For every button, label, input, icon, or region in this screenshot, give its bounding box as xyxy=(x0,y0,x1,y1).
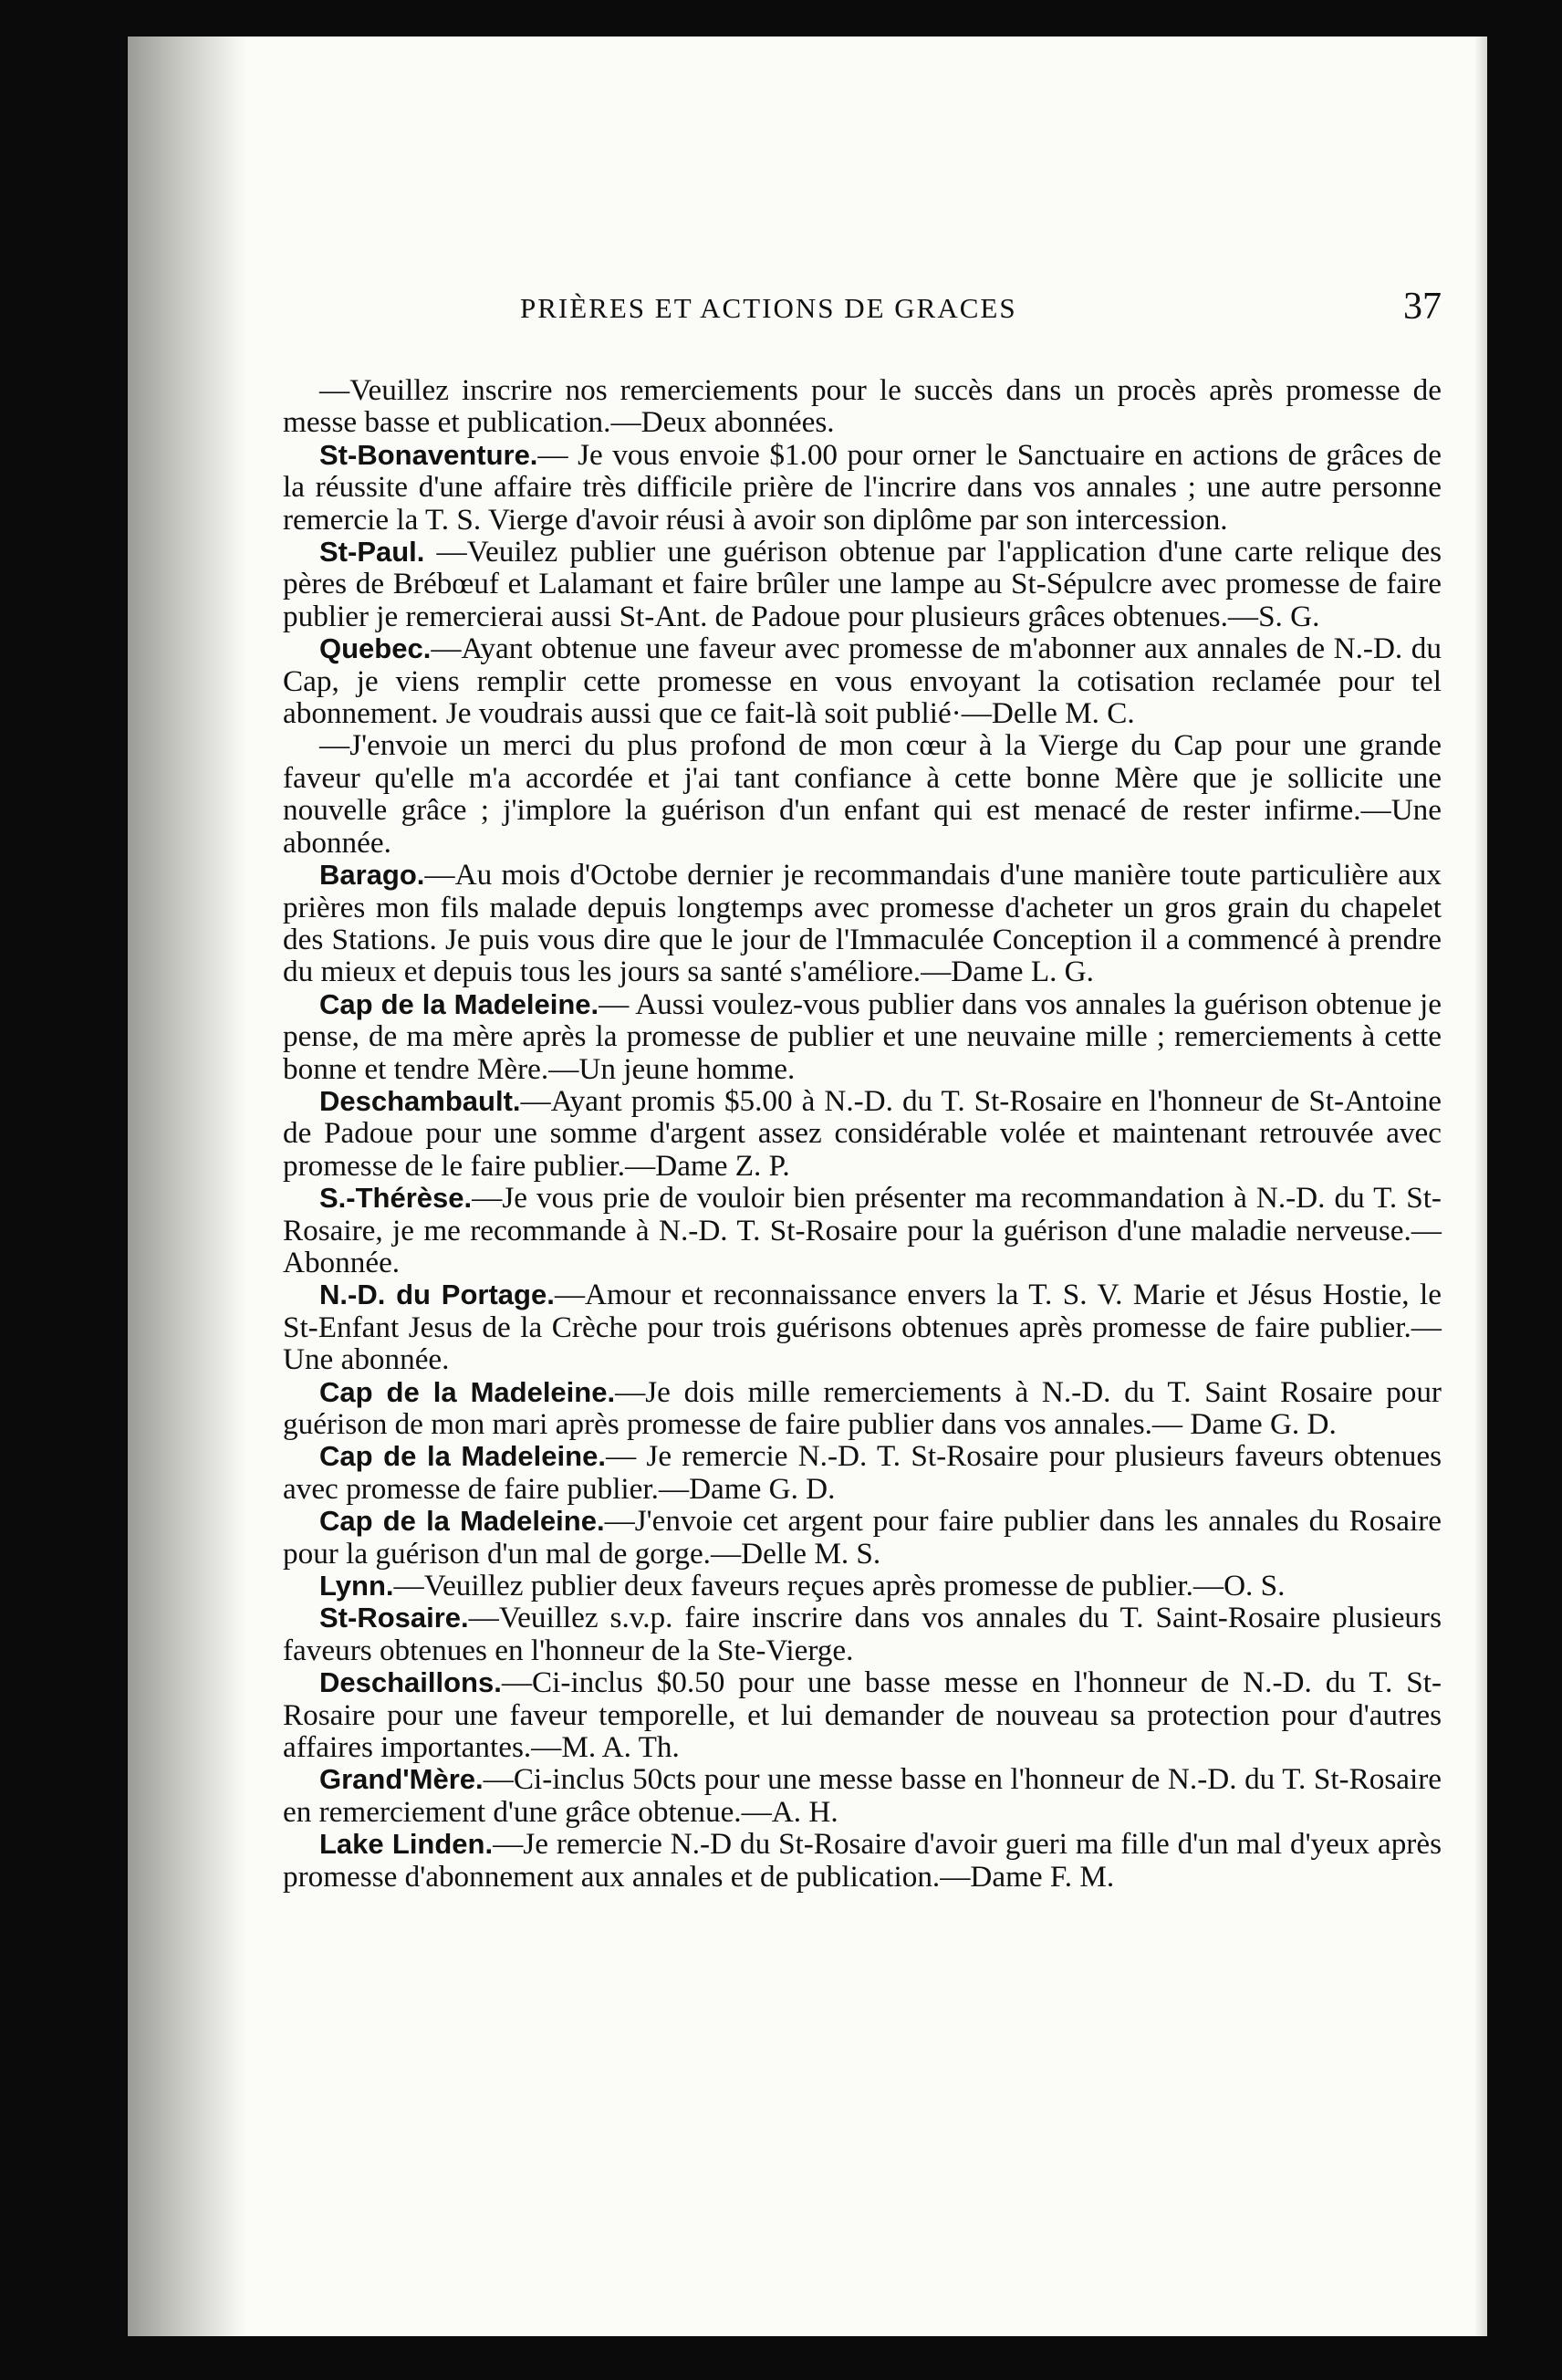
entries-column xyxy=(283,374,1442,1893)
entry xyxy=(283,1440,1442,1505)
entry-place: Grand'Mère. xyxy=(319,1763,484,1796)
entry-place: Cap de la Madeleine. xyxy=(319,1375,616,1408)
entry-place: N.-D. du Portage. xyxy=(319,1279,555,1311)
entry-text: — Aussi voulez-vous publier dans vos annales la guérison obtenue je pense, de ma mère après la promesse de publier et une neuvaine mille ; remerciements à cette bonne et tendre Mère.—Un jeune homme. xyxy=(283,986,1442,1086)
entry-place: Deschaillons. xyxy=(319,1666,502,1699)
entry xyxy=(283,374,1442,439)
entry-text: —Veuillez inscrire nos remerciements pour le succès dans un procès après promesse de messe basse et publication.—Deux abonnées. xyxy=(283,373,1442,440)
entry-text: —Au mois d'Octobe dernier je recommandais d'une manière toute particulière aux prières mon fils malade depuis longtemps avec promesse d'acheter un gros grain du chapelet des Stations. Je puis vous dire que le jour de l'Immaculée Conception il a commencé à prendre du mieux et depuis tous les jours sa santé s'améliore.—Dame L. G. xyxy=(283,858,1442,989)
running-title: PRIÈRES ET ACTIONS DE GRACES xyxy=(520,292,1017,324)
entry xyxy=(283,1763,1442,1828)
entry-place: St-Rosaire. xyxy=(319,1602,469,1634)
entry-place: Cap de la Madeleine. xyxy=(319,987,599,1020)
entry-place: Lynn. xyxy=(319,1570,394,1602)
entry-text: —Ci-inclus 50cts pour une messe basse en l'honneur de N.-D. du T. St-Rosaire en remerciement d'une grâce obtenue.—A. H. xyxy=(283,1762,1442,1829)
entry-place: St-Paul. xyxy=(319,536,425,569)
entry xyxy=(283,1279,1442,1375)
entry-text: —Veuillez publier deux faveurs reçues après promesse de publier.—O. S. xyxy=(393,1569,1286,1603)
entry xyxy=(283,632,1442,729)
entry xyxy=(283,1085,1442,1182)
entry xyxy=(283,1602,1442,1666)
entry-text: — Je vous envoie $1.00 pour orner le Sanctuaire en actions de grâces de la réussite d'une affaire très difficile prière de l'incrire dans vos annales ; une autre personne remercie la T. S. Vierge d'avoir réusi à avoir son diplôme par son intercession. xyxy=(283,437,1442,537)
entry xyxy=(283,536,1442,632)
book-page xyxy=(128,37,1487,2336)
entry-place: St-Bonaventure. xyxy=(319,438,538,471)
entry-text: —Je dois mille remerciements à N.-D. du T. Saint Rosaire pour guérison de mon mari après promesse de faire publier dans vos annales.— Dame G. D. xyxy=(283,1374,1442,1441)
entry xyxy=(283,1666,1442,1763)
entry-text: —Veuillez s.v.p. faire inscrire dans vos annales du T. Saint-Rosaire plusieurs faveurs obtenues en l'honneur de la Ste-Vierge. xyxy=(283,1601,1442,1667)
entry-text: —J'envoie un merci du plus profond de mon cœur à la Vierge du Cap pour une grande faveur qu'elle m'a accordée et j'ai tant confiance à cette bonne Mère que je sollicite une nouvelle grâce ; j'implore la guérison d'un enfant qui est menacé de rester infirme.—Une abonnée. xyxy=(283,728,1442,860)
entry xyxy=(283,1828,1442,1893)
entry xyxy=(283,1376,1442,1441)
entry-text: —Ayant obtenue une faveur avec promesse de m'abonner aux annales de N.-D. du Cap, je viens remplir cette promesse en vous envoyant la cotisation reclamée pour tel abonnement. Je voudrais aussi que ce fait-là soit publié·—Delle M. C. xyxy=(283,632,1442,731)
page-gutter-shadow xyxy=(128,37,246,2336)
entry-text: —J'envoie cet argent pour faire publier dans les annales du Rosaire pour la guérison d'un mal de gorge.—Delle M. S. xyxy=(283,1504,1442,1571)
entry xyxy=(283,859,1442,988)
entry xyxy=(283,1570,1442,1602)
entry-text: —Je vous prie de vouloir bien présenter ma recommandation à N.-D. du T. St-Rosaire, je me recommande à N.-D. T. St-Rosaire pour la guérison d'une maladie nerveuse.—Abonnée. xyxy=(283,1181,1442,1279)
entry-place: Barago. xyxy=(319,859,425,892)
running-header xyxy=(520,285,1442,339)
entry-text: —Je remercie N.-D du St-Rosaire d'avoir gueri ma fille d'un mal d'yeux après promesse d'abonnement aux annales et de publication.—Dame F. M. xyxy=(283,1827,1442,1894)
entry-text: —Veuilez publier une guérison obtenue par l'application d'une carte relique des pères de Brébœuf et Lalamant et faire brûler une lampe au St-Sépulcre avec promesse de faire publier je remercierai aussi St-Ant. de Padoue pour plusieurs grâces obtenues.—S. G. xyxy=(283,535,1442,633)
entry-text: —Ci-inclus $0.50 pour une basse messe en l'honneur de N.-D. du T. St-Rosaire pour une faveur temporelle, et lui demander de nouveau sa protection pour d'autres affaires importantes.—M. A. Th. xyxy=(283,1665,1442,1765)
entry-text: —Amour et reconnaissance envers la T. S. V. Marie et Jésus Hostie, le St-Enfant Jesus de la Crèche pour trois guérisons obtenues après promesse de faire publier.—Une abonnée. xyxy=(283,1278,1442,1377)
entry xyxy=(283,1182,1442,1279)
entry xyxy=(283,988,1442,1085)
entry-place: Cap de la Madeleine. xyxy=(319,1440,606,1473)
entry-place: Quebec. xyxy=(319,632,432,665)
entry xyxy=(283,1505,1442,1570)
entry-place: Cap de la Madeleine. xyxy=(319,1505,605,1538)
entry-place: Lake Linden. xyxy=(319,1828,494,1861)
entry xyxy=(283,729,1442,859)
entry xyxy=(283,439,1442,536)
entry-place: Deschambault. xyxy=(319,1084,521,1117)
entry-text: — Je remercie N.-D. T. St-Rosaire pour plusieurs faveurs obtenues avec promesse de faire publier.—Dame G. D. xyxy=(283,1439,1442,1506)
entry-text: —Ayant promis $5.00 à N.-D. du T. St-Rosaire en l'honneur de St-Antoine de Padoue pour une somme d'argent assez considérable volée et maintenant retrouvée avec promesse de le faire publier.—Dame Z. P. xyxy=(283,1083,1442,1183)
page-number: 37 xyxy=(1403,286,1442,328)
page-edge xyxy=(1474,37,1487,2336)
entry-place: S.-Thérèse. xyxy=(319,1182,473,1215)
